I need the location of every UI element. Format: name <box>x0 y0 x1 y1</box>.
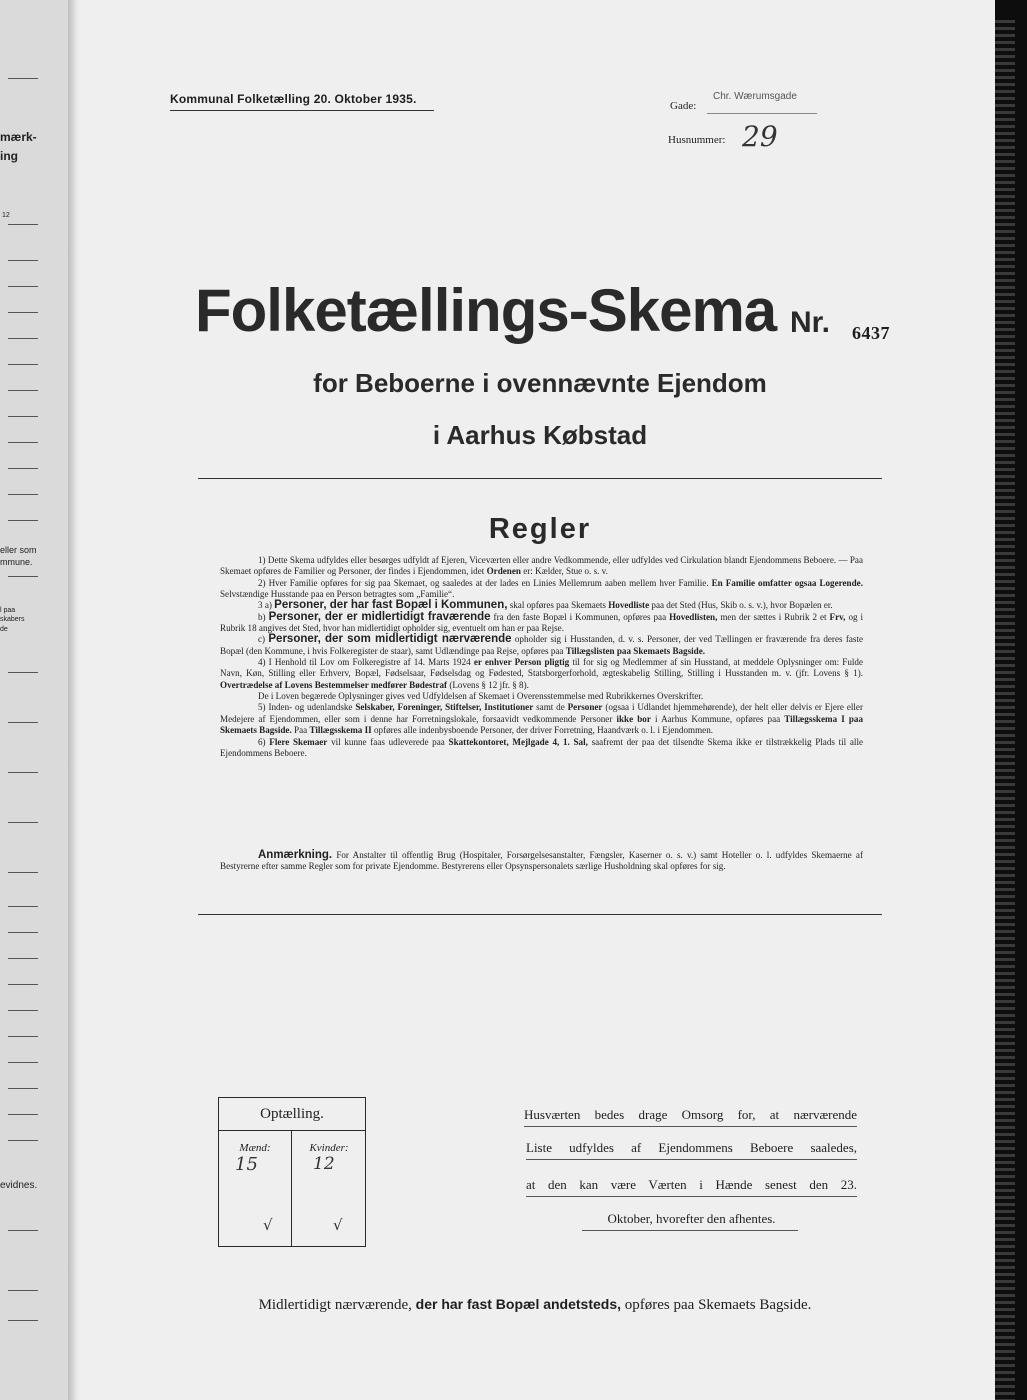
gade-value: Chr. Wærumsgade <box>713 91 797 102</box>
notice-line-3: at den kan være Værten i Hænde senest den 23. <box>526 1177 857 1192</box>
annotation-label: Anmærkning. <box>258 849 333 861</box>
notice-underline <box>582 1230 798 1231</box>
footer-post: opføres paa Skemaets Bagside. <box>624 1297 812 1313</box>
rules-list <box>220 555 863 759</box>
husnummer-label: Husnummer: <box>668 134 726 146</box>
gade-line <box>707 113 817 114</box>
page-stack-edge <box>995 20 1015 1400</box>
left-page-text: mmune. <box>0 557 33 567</box>
rule-1: 1) Dette Skema udfyldes eller besørges udfyldt af Ejeren, Viceværten eller andre Vedkommende, eller udfyldes ved Cirkulation blandt Ejendommens Beboere. — Paa Skemaet opføres de Familier og Personer, der findes i Ejendommen, idet Ordenen er: Kælder, Stue o. s. v. <box>220 555 863 577</box>
check-mark-icon: √ <box>263 1216 273 1234</box>
rules-heading: Regler <box>488 513 592 545</box>
rule-3b: b) Personer, der er midlertidigt fraværende fra den faste Bopæl i Kommunen, opføres paa Hovedlisten, men der sættes i Rubrik 2 et Frv, og i Rubrik 18 angives det Sted, hvor han midlertidigt opholder sig, eventuelt om han er paa Rejse. <box>220 610 864 634</box>
maend-count: 15 <box>235 1154 258 1175</box>
title-divider <box>198 478 882 479</box>
footer-pre: Midlertidigt nærværende, <box>258 1297 412 1313</box>
rule-5: 5) Inden- og udenlandske Selskaber, Foreninger, Stiftelser, Institutioner samt de Personer (ogsaa i Udlandet hjemmehørende), der helt eller delvis er Ejere eller Medejere af Ejendommen, eller som i denne har Forretningslokale, forsaavidt vedkommende Personer ikke bor i Aarhus Kommune, opføres paa Tillægsskema I paa Skemaets Bagside. Paa Tillægsskema II opføres alle indenbysboende Personer, der driver Forretning, Haandværk o. l. i Ejendommen. <box>220 702 863 736</box>
footer-bold: der har fast Bopæl andetsteds, <box>415 1296 622 1312</box>
header-underline <box>170 110 434 111</box>
left-page-text: mærk- <box>0 130 37 144</box>
form-number: 6437 <box>852 323 890 343</box>
rule-3a: 3 a) Personer, der har fast Bopæl i Kommunen, skal opføres paa Skemaets Hovedliste paa det Sted (Hus, Skib o. s. v.), hvor Bopælen er. <box>258 599 833 612</box>
notice-line-2: Liste udfyldes af Ejendommens Beboere saaledes, <box>526 1140 857 1155</box>
rule-3c: c) Personer, der som midlertidigt nærværende opholder sig i Husstanden, d. v. s. Personer, der ved Tællingen er fraværende fra deres faste Bopæl (den Kommune, i hvis Folkeregister de staar), samt Udlændinge paa Rejse, opføres paa Tillægslisten paa Skemaets Bagside. <box>220 633 864 656</box>
subtitle-1: for Beboerne i ovennævnte Ejendom <box>313 368 767 398</box>
note-divider <box>198 914 882 915</box>
footer-note <box>170 1296 900 1314</box>
check-mark-icon: √ <box>333 1216 343 1234</box>
annotation-text: For Anstalter til offentlig Brug (Hospitaler, Forsørgelsesanstalter, Fængsler, Kaserner o. s. v.) samt Hoteller o. l. udfyldes Skemaerne af Bestyrerne efter samme Regler som for private Ejendomme. Bestyrerens eller Opsynspersonalets særlige Husholdning skal opføres for sig. <box>220 850 863 872</box>
left-page-text: 12 <box>2 212 10 219</box>
nr-label: Nr. <box>790 306 831 339</box>
left-page-text: de <box>0 626 8 633</box>
count-header-line <box>219 1130 365 1131</box>
gade-label: Gade: <box>670 100 697 112</box>
rule-6: 6) Flere Skemaer vil kunne faas udleverede paa Skattekontoret, Mejlgade 4, 1. Sal, saafremt der paa det tilsendte Skema ikke er tilstrækkelig Plads til alle Ejendommens Beboere. <box>220 736 864 758</box>
kvinder-count: 12 <box>313 1154 335 1174</box>
rule-4b: De i Loven begærede Oplysninger gives ved Udfyldelsen af Skemaet i Overensstemmelse med Rubrikkernes Overskrifter. <box>258 691 704 702</box>
left-page-text: ing <box>0 149 18 163</box>
form-title: Folketællings-Skema <box>195 277 777 344</box>
count-box <box>218 1097 366 1247</box>
left-page-text: skabers <box>0 616 25 623</box>
left-page-fragment <box>0 0 74 1400</box>
count-title: Optælling. <box>260 1106 324 1122</box>
rule-4: 4) I Henhold til Lov om Folkeregistre af 14. Marts 1924 er enhver Person pligtig til for sig og Medlemmer af sin Husstand, at meddele Oplysninger om: Fulde Navn, Køn, Stilling eller Erhverv, Bopæl, Fødselsaar, Fødselsdag og Fødested, Statsborgerforhold, ægteskabelig Stilling, Stilling i Husstanden m. v. (jfr. Lovens § 1). Overtrædelse af Lovens Bestemmelser medfører Bødestraf (Lovens § 12 jfr. § 8). <box>220 657 863 690</box>
census-header: Kommunal Folketælling 20. Oktober 1935. <box>170 92 417 106</box>
left-page-text: l paa <box>0 607 16 614</box>
notice-line-1: Husværten bedes drage Omsorg for, at nærværende <box>524 1107 857 1122</box>
notice-line-4: Oktober, hvorefter den afhentes. <box>607 1211 776 1226</box>
left-page-text: evidnes. <box>0 1180 38 1191</box>
kvinder-label: Kvinder: <box>309 1142 349 1154</box>
notice-underline <box>526 1159 857 1160</box>
subtitle-2: i Aarhus Købstad <box>432 420 648 450</box>
rule-2: 2) Hver Familie opføres for sig paa Skemaet, og saaledes at der lades en Linies Mellemrum aaben mellem hver Familie. En Familie omfatter ogsaa Logerende. Selvstændige Husstande paa en Person betragtes som „Familie“. <box>220 577 863 600</box>
husnummer-value: 29 <box>742 120 778 153</box>
maend-label: Mænd: <box>239 1142 271 1154</box>
notice-underline <box>526 1196 857 1197</box>
annotation-note <box>220 850 863 873</box>
count-divider <box>291 1130 292 1246</box>
left-page-text: eller som <box>0 545 37 555</box>
notice-underline <box>524 1126 857 1127</box>
